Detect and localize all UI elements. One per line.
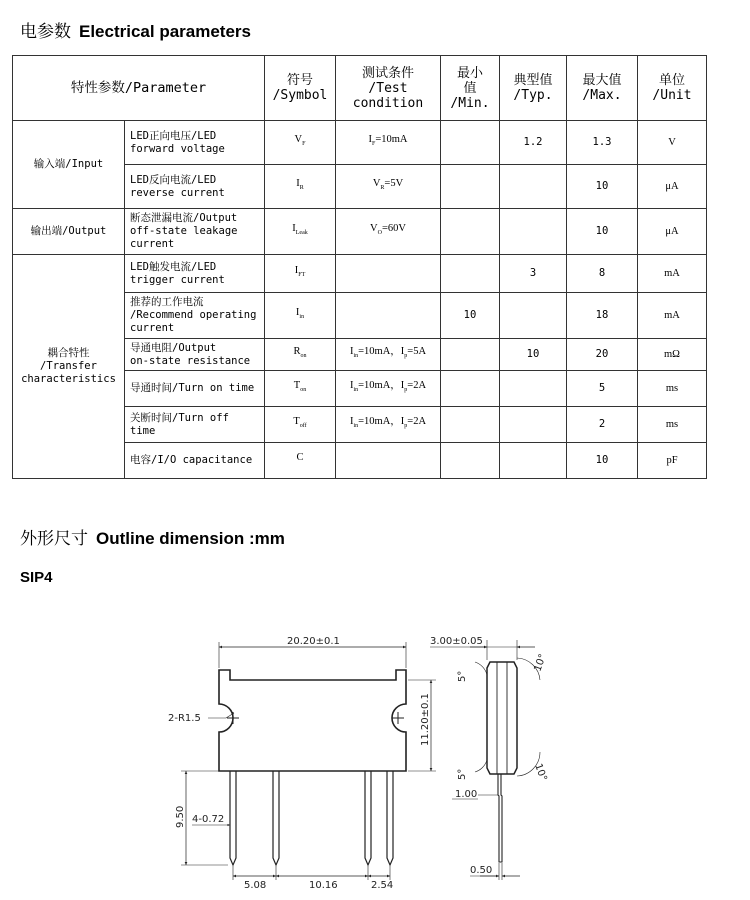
angle-top-right: 10° (532, 652, 549, 674)
typ-cell: 1.2 (500, 121, 567, 165)
max-cell: 2 (567, 407, 638, 443)
unit-cell: pF (638, 443, 707, 479)
symbol-main: I (296, 178, 300, 190)
condition-value: =2A (407, 380, 427, 392)
dim-thickness: 3.00±0.05 (430, 636, 483, 647)
symbol-cell (265, 255, 336, 293)
table-row (13, 121, 707, 165)
angle-bottom-left: 5° (457, 768, 468, 780)
symbol-subscript: FT (298, 272, 306, 279)
symbol-main: T (293, 416, 300, 428)
condition-subscript: F (371, 141, 376, 148)
dim-pitch-c: 2.54 (371, 880, 394, 891)
symbol-cell (265, 209, 336, 255)
typ-cell: 10 (500, 339, 567, 371)
condition-cell (336, 293, 441, 339)
electrical-heading-en: Electrical parameters (79, 22, 251, 41)
condition-main: I (349, 416, 354, 428)
min-cell (441, 339, 500, 371)
param-cell: 关断时间/Turn off time (125, 407, 265, 443)
condition-value: =10mA， (358, 416, 401, 428)
condition-subscript: R (380, 185, 385, 192)
min-cell: 10 (441, 293, 500, 339)
typ-cell (500, 371, 567, 407)
condition-main: I (368, 134, 372, 146)
condition-subscript: p (404, 387, 408, 394)
dim-radius: 2-R1.5 (168, 713, 201, 724)
condition-cell (336, 407, 441, 443)
condition-subscript: in (353, 387, 359, 394)
condition-value: =5V (384, 178, 404, 190)
package-body-front (219, 670, 406, 771)
symbol-cell (265, 293, 336, 339)
param-cell: 导通电阻/Output on-state resistance (125, 339, 265, 371)
package-name: SIP4 (20, 569, 53, 586)
header-symbol: 符号 /Symbol (265, 56, 336, 121)
header-max: 最大值 /Max. (567, 56, 638, 121)
header-typ: 典型值 /Typ. (500, 56, 567, 121)
dim-pin-width: 4-0.72 (192, 814, 225, 825)
condition-subscript: in (353, 423, 359, 430)
dim-height: 11.20±0.1 (420, 693, 431, 746)
symbol-cell (265, 165, 336, 209)
max-cell: 20 (567, 339, 638, 371)
condition-subscript: p (404, 423, 408, 430)
condition-main: I (400, 380, 405, 392)
max-cell: 18 (567, 293, 638, 339)
table-row (13, 209, 707, 255)
symbol-subscript: in (299, 314, 305, 321)
condition-value: =10mA， (358, 380, 401, 392)
unit-cell: μA (638, 165, 707, 209)
param-cell: 断态泄漏电流/Output off-state leakage current (125, 209, 265, 255)
condition-main: I (400, 346, 405, 358)
package-body-side (487, 662, 517, 774)
unit-cell: μA (638, 209, 707, 255)
unit-cell: mA (638, 255, 707, 293)
typ-cell (500, 407, 567, 443)
condition-cell (336, 165, 441, 209)
condition-cell (336, 209, 441, 255)
dim-step: 1.00 (455, 789, 478, 800)
symbol-main: R (293, 346, 301, 358)
symbol-cell (265, 371, 336, 407)
param-cell: 推荐的工作电流 /Recommend operating current (125, 293, 265, 339)
min-cell (441, 443, 500, 479)
condition-value: =10mA (375, 134, 408, 146)
header-unit: 单位 /Unit (638, 56, 707, 121)
condition-cell (336, 339, 441, 371)
symbol-cell (265, 407, 336, 443)
outline-heading-en: Outline dimension :mm (96, 529, 285, 548)
typ-cell: 3 (500, 255, 567, 293)
angle-bottom-right: 10° (532, 762, 549, 783)
min-cell (441, 121, 500, 165)
max-cell: 10 (567, 165, 638, 209)
condition-main: V (372, 178, 381, 190)
min-cell (441, 209, 500, 255)
symbol-main: T (293, 380, 301, 392)
dim-width: 20.20±0.1 (287, 636, 340, 647)
unit-cell: mΩ (638, 339, 707, 371)
header-parameter: 特性参数/Parameter (13, 56, 265, 121)
min-cell (441, 407, 500, 443)
unit-cell: ms (638, 407, 707, 443)
electrical-parameters-table (12, 55, 707, 479)
outline-dimension-heading (20, 524, 285, 549)
symbol-cell (265, 443, 336, 479)
symbol-subscript: on (300, 353, 307, 360)
min-cell (441, 165, 500, 209)
symbol-main: I (295, 307, 300, 319)
param-cell: 导通时间/Turn on time (125, 371, 265, 407)
condition-cell (336, 371, 441, 407)
group-input: 输入端/Input (13, 121, 125, 209)
condition-cell (336, 255, 441, 293)
condition-value: =5A (407, 346, 427, 358)
symbol-subscript: Leak (295, 230, 308, 237)
symbol-subscript: R (299, 185, 304, 192)
max-cell: 5 (567, 371, 638, 407)
unit-cell: ms (638, 371, 707, 407)
sip4-outline-drawing (0, 600, 750, 900)
symbol-main: V (294, 134, 303, 146)
condition-subscript: O (377, 230, 382, 237)
symbol-subscript: on (300, 387, 307, 394)
typ-cell (500, 209, 567, 255)
symbol-main: I (294, 265, 299, 277)
condition-cell (336, 121, 441, 165)
condition-main: I (400, 416, 405, 428)
dim-lead-thickness: 0.50 (470, 865, 493, 876)
max-cell: 10 (567, 209, 638, 255)
group-output: 输出端/Output (13, 209, 125, 255)
typ-cell (500, 443, 567, 479)
min-cell (441, 255, 500, 293)
symbol-subscript: F (302, 141, 306, 148)
unit-cell: V (638, 121, 707, 165)
group-transfer: 耦合特性 /Transfer characteristics (13, 255, 125, 479)
symbol-subscript: off (299, 423, 307, 430)
symbol-cell (265, 339, 336, 371)
condition-value: =10mA， (358, 346, 401, 358)
electrical-parameters-heading (20, 17, 251, 42)
condition-value: =60V (381, 223, 406, 235)
header-test-condition: 测试条件 /Test condition (336, 56, 441, 121)
max-cell: 1.3 (567, 121, 638, 165)
param-cell: 电容/I/O capacitance (125, 443, 265, 479)
typ-cell (500, 165, 567, 209)
condition-main: V (370, 223, 378, 235)
param-cell: LED正向电压/LED forward voltage (125, 121, 265, 165)
dim-pitch-b: 10.16 (309, 880, 338, 891)
symbol-cell (265, 121, 336, 165)
outline-heading-cn: 外形尺寸 (20, 529, 88, 549)
min-cell (441, 371, 500, 407)
param-cell: LED反向电流/LED reverse current (125, 165, 265, 209)
condition-value: =2A (407, 416, 427, 428)
param-cell: LED触发电流/LED trigger current (125, 255, 265, 293)
max-cell: 8 (567, 255, 638, 293)
condition-subscript: in (353, 353, 359, 360)
table-row (13, 255, 707, 293)
symbol-main: I (292, 223, 296, 235)
symbol-main: C (296, 452, 304, 464)
pins-front (230, 771, 393, 865)
condition-subscript: p (404, 353, 408, 360)
header-min: 最小 值 /Min. (441, 56, 500, 121)
dim-pitch-a: 5.08 (244, 880, 267, 891)
condition-cell (336, 443, 441, 479)
unit-cell: mA (638, 293, 707, 339)
condition-main: I (349, 346, 354, 358)
dim-pin-length: 9.50 (175, 805, 186, 828)
typ-cell (500, 293, 567, 339)
max-cell: 10 (567, 443, 638, 479)
condition-main: I (349, 380, 354, 392)
angle-top-left: 5° (457, 670, 468, 682)
electrical-heading-cn: 电参数 (20, 22, 71, 42)
table-header-row (13, 56, 707, 121)
